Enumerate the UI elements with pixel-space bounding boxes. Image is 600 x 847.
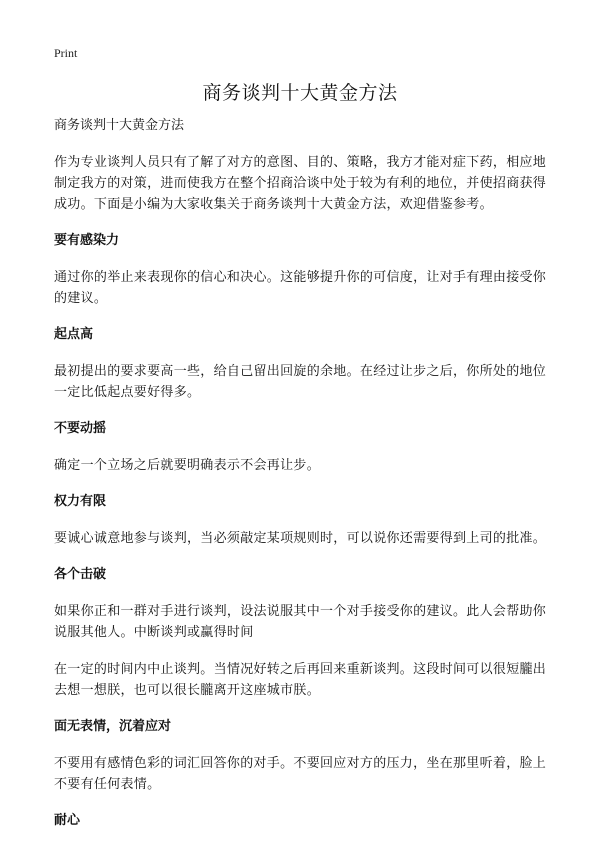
section-heading: 要有感染力	[54, 233, 120, 248]
section-heading: 起点高	[54, 327, 94, 342]
section-heading: 不要动摇	[54, 421, 107, 436]
article-subtitle: 商务谈判十大黄金方法	[54, 118, 185, 133]
section-paragraph: 在一定的时间内中止谈判。当情况好转之后再回来重新谈判。这段时间可以很短朧出去想一想朕，也可以很长朧离开这座城市朕。	[54, 662, 547, 698]
print-link[interactable]: Print	[54, 46, 78, 60]
section-heading: 面无表情，沉着应对	[54, 719, 172, 734]
page-title: 商务谈判十大黄金方法	[202, 82, 398, 104]
section-paragraph: 确定一个立场之后就要明确表示不会再让步。	[54, 458, 321, 473]
section-paragraph: 不要用有感情色彩的词汇回答你的对手。不要回应对方的压力，坐在那里听着，脸上不要有任何表情。	[54, 756, 547, 792]
section-paragraph: 要诚心诚意地参与谈判，当必须敲定某项规则时，可以说你还需要得到上司的批准。	[54, 531, 547, 546]
section-paragraph: 最初提出的要求要高一些，给自己留出回旋的余地。在经过让步之后，你所处的地位一定比低起点要好得多。	[54, 364, 547, 400]
intro-paragraph: 作为专业谈判人员只有了解了对方的意图、目的、策略，我方才能对症下药，相应地制定我方的对策，进而使我方在整个招商洽谈中处于较为有利的地位，并使招商获得成功。下面是小编为大家收集关于商务谈判十大黄金方法，欢迎借鉴参考。	[54, 155, 547, 212]
section-paragraph: 如果你正和一群对手进行谈判，设法说服其中一个对手接受你的建议。此人会帮助你说服其他人。中断谈判或赢得时间	[54, 604, 547, 640]
section-paragraph: 通过你的举止来表现你的信心和决心。这能够提升你的可信度，让对手有理由接受你的建议。	[54, 270, 547, 306]
article-body	[54, 116, 554, 847]
section-heading: 权力有限	[54, 494, 107, 509]
section-heading: 各个击破	[54, 567, 107, 582]
section-heading: 耐心	[54, 813, 81, 828]
